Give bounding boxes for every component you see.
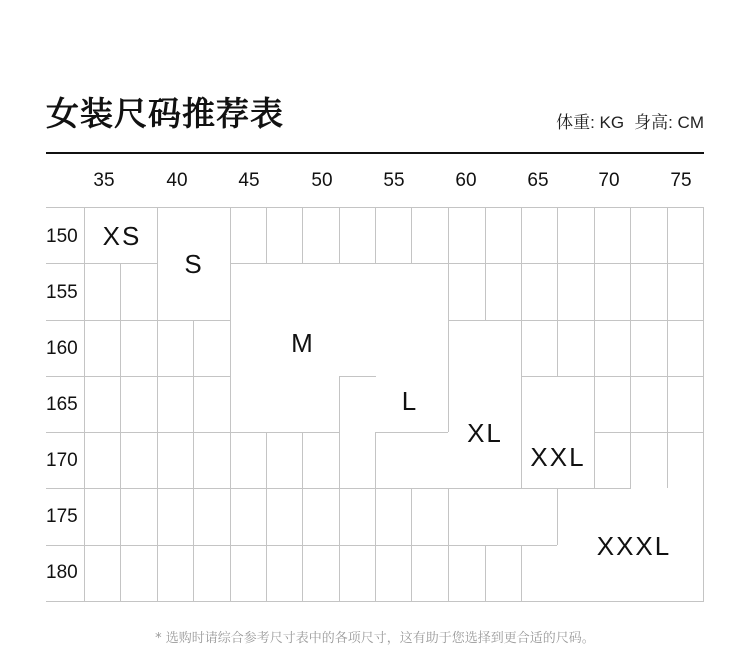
height-label: 160 (46, 338, 78, 359)
height-label: 175 (46, 506, 78, 527)
weight-label: 35 (93, 170, 115, 191)
size-label-l: L (401, 386, 419, 416)
height-label: 165 (46, 394, 78, 415)
weight-label: 55 (383, 170, 405, 191)
height-label: 180 (46, 562, 78, 583)
height-label: 155 (46, 282, 78, 303)
height-unit-label: 身高: CM (634, 113, 704, 132)
height-label: 150 (46, 226, 78, 247)
footnote: * 选购时请综合参考尺寸表中的各项尺寸，这有助于您选择到更合适的尺码。 (155, 631, 595, 646)
weight-label: 45 (238, 170, 260, 191)
size-label-xl: XL (467, 418, 503, 448)
height-label: 170 (46, 450, 78, 471)
size-label-xxxl: XXXL (596, 531, 672, 561)
size-label-xxl: XXL (530, 442, 586, 472)
weight-unit-label: 体重: KG (556, 113, 625, 132)
weight-label: 70 (598, 170, 620, 191)
weight-label: 50 (311, 170, 333, 191)
weight-label: 65 (527, 170, 549, 191)
weight-label: 40 (166, 170, 188, 191)
size-label-m: M (291, 328, 315, 358)
size-label-xs: XS (102, 221, 142, 251)
page-title: 女装尺码推荐表 (46, 94, 284, 133)
weight-label: 60 (455, 170, 477, 191)
size-label-s: S (184, 249, 204, 279)
weight-label: 75 (670, 170, 692, 191)
